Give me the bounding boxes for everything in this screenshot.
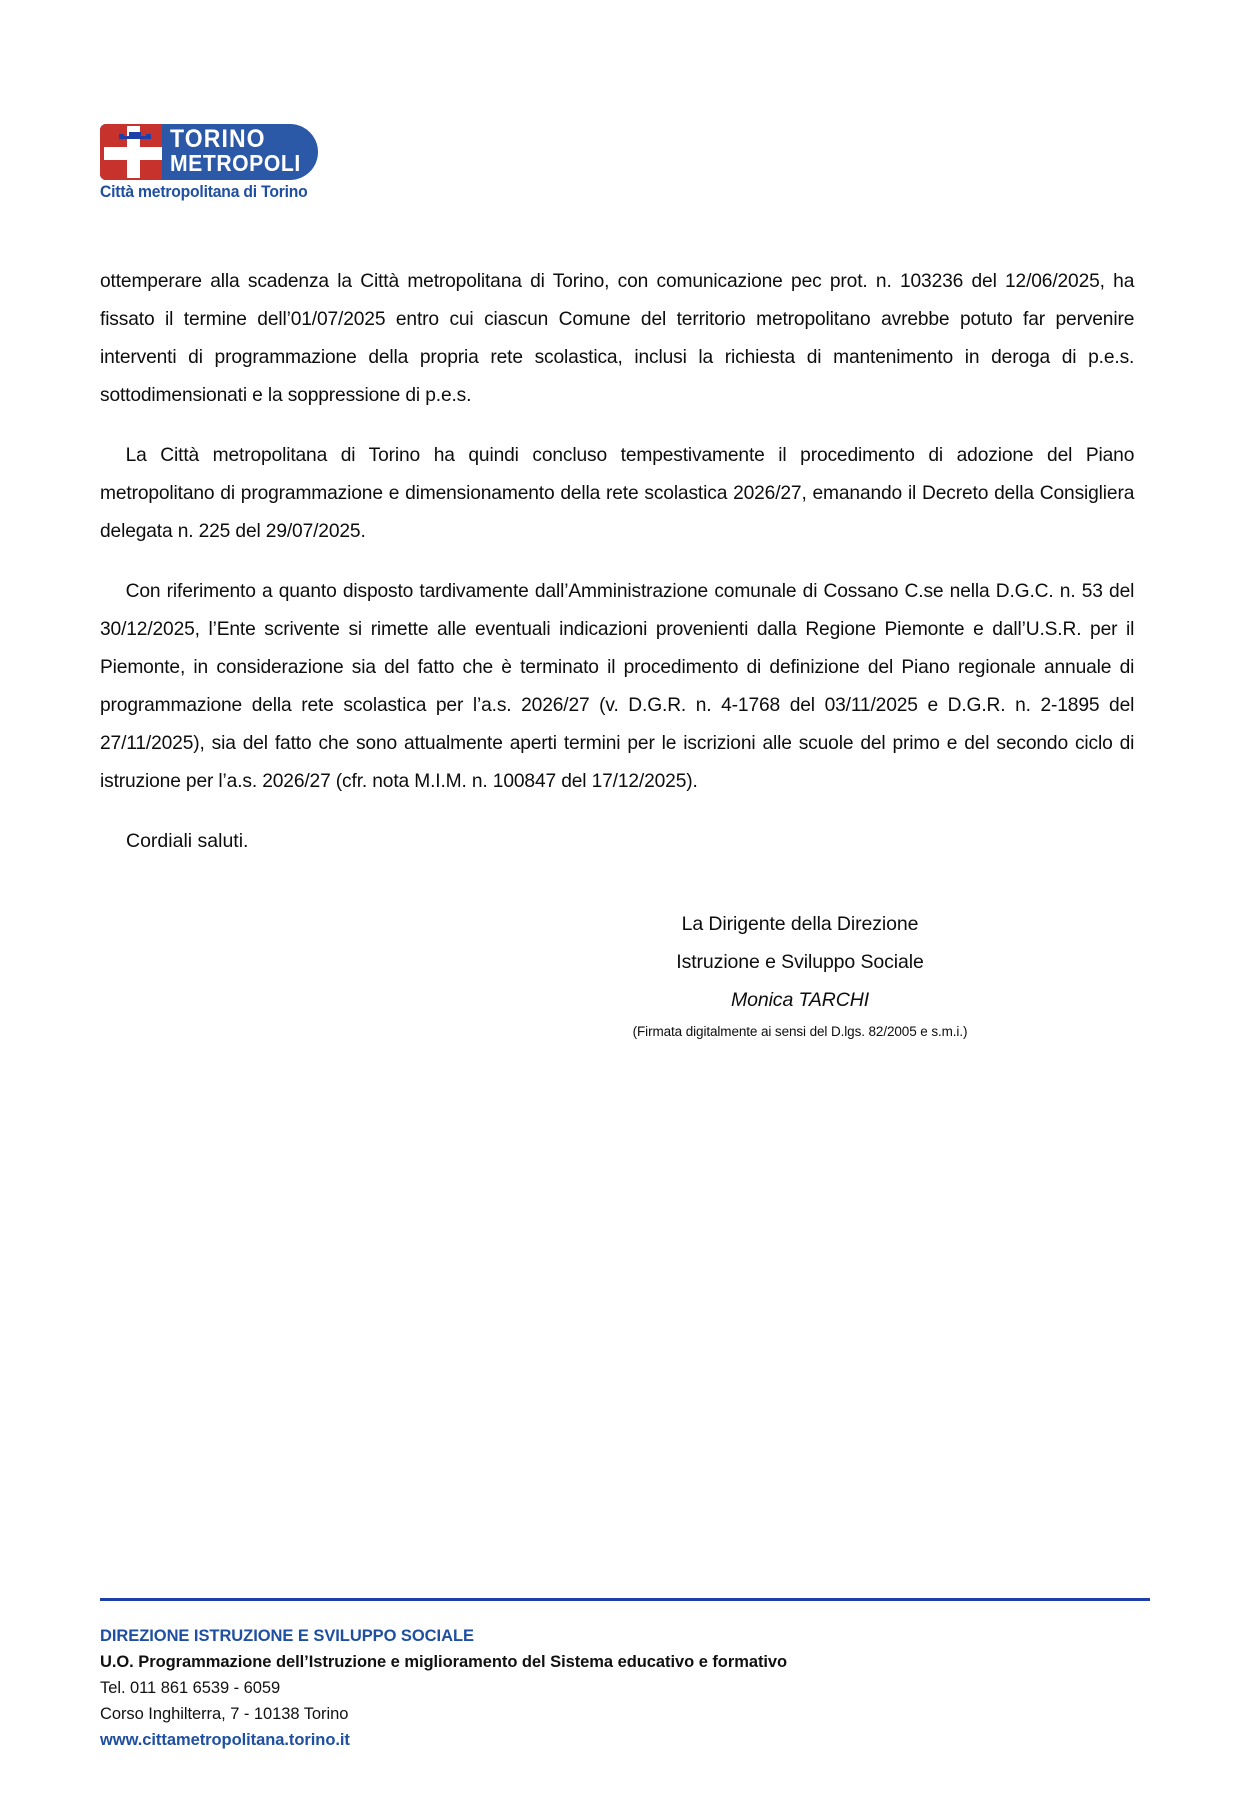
letterhead-logo xyxy=(100,124,330,202)
logo-line-1: TORINO xyxy=(170,125,266,153)
savoy-shield-icon xyxy=(100,124,162,180)
crown-icon xyxy=(118,131,152,140)
footer-address: Corso Inghilterra, 7 - 10138 Torino xyxy=(100,1705,349,1723)
signature-role-line-1: La Dirigente della Direzione xyxy=(681,913,919,935)
signature-name: Monica TARCHI xyxy=(730,989,870,1011)
signature-block xyxy=(560,905,1040,1043)
logo-wordmark xyxy=(170,127,312,174)
digital-signature-note: (Firmata digitalmente ai sensi del D.lgs. 82/2005 e s.m.i.) xyxy=(632,1024,968,1039)
closing-salutation: Cordiali saluti. xyxy=(126,830,249,852)
footer-website-link[interactable]: www.cittametropolitana.torino.it xyxy=(100,1731,350,1749)
footer-subheading: U.O. Programmazione dell’Istruzione e miglioramento del Sistema educativo e formativo xyxy=(100,1653,788,1671)
paragraph-1: ottemperare alla scadenza la Città metropolitana di Torino, con comunicazione pec prot. n. 103236 del 12/06/2025, ha fissato il termine dell’01/07/2025 entro cui ciascun Comune del territorio metropolitano avrebbe potuto far pervenire interventi di programmazione della propria rete scolastica, inclusi la richiesta di mantenimento in deroga di p.e.s. sottodimensionati e la soppressione di p.e.s. xyxy=(100,270,1135,406)
footer-heading: DIREZIONE ISTRUZIONE E SVILUPPO SOCIALE xyxy=(100,1627,474,1645)
footer-divider xyxy=(100,1598,1150,1601)
logo-badge xyxy=(100,124,318,180)
document-body xyxy=(100,262,1150,860)
signature-role-line-2: Istruzione e Sviluppo Sociale xyxy=(676,951,924,973)
paragraph-2: La Città metropolitana di Torino ha quindi concluso tempestivamente il procedimento di adozione del Piano metropolitano di programmazione e dimensionamento della rete scolastica 2026/27, emanando il Decreto della Consigliera delegata n. 225 del 29/07/2025. xyxy=(100,444,1135,542)
logo-caption: Città metropolitana di Torino xyxy=(100,183,308,201)
paragraph-3: Con riferimento a quanto disposto tardivamente dall’Amministrazione comunale di Cossano C.se nella D.G.C. n. 53 del 30/12/2025, l’Ente scrivente si rimette alle eventuali indicazioni provenienti dalla Regione Piemonte e dall’U.S.R. per il Piemonte, in considerazione sia del fatto che è terminato il procedimento di definizione del Piano regionale annuale di programmazione della rete scolastica per l’a.s. 2026/27 (v. D.G.R. n. 4-1768 del 03/11/2025 e D.G.R. n. 2-1895 del 27/11/2025), sia del fatto che sono attualmente aperti termini per le iscrizioni alle scuole del primo e del secondo ciclo di istruzione per l’a.s. 2026/27 (cfr. nota M.I.M. n. 100847 del 17/12/2025). xyxy=(100,580,1135,792)
footer-phone: Tel. 011 861 6539 - 6059 xyxy=(100,1679,281,1697)
letterhead-footer xyxy=(100,1598,1150,1753)
logo-line-2: METROPOLI xyxy=(170,150,301,176)
